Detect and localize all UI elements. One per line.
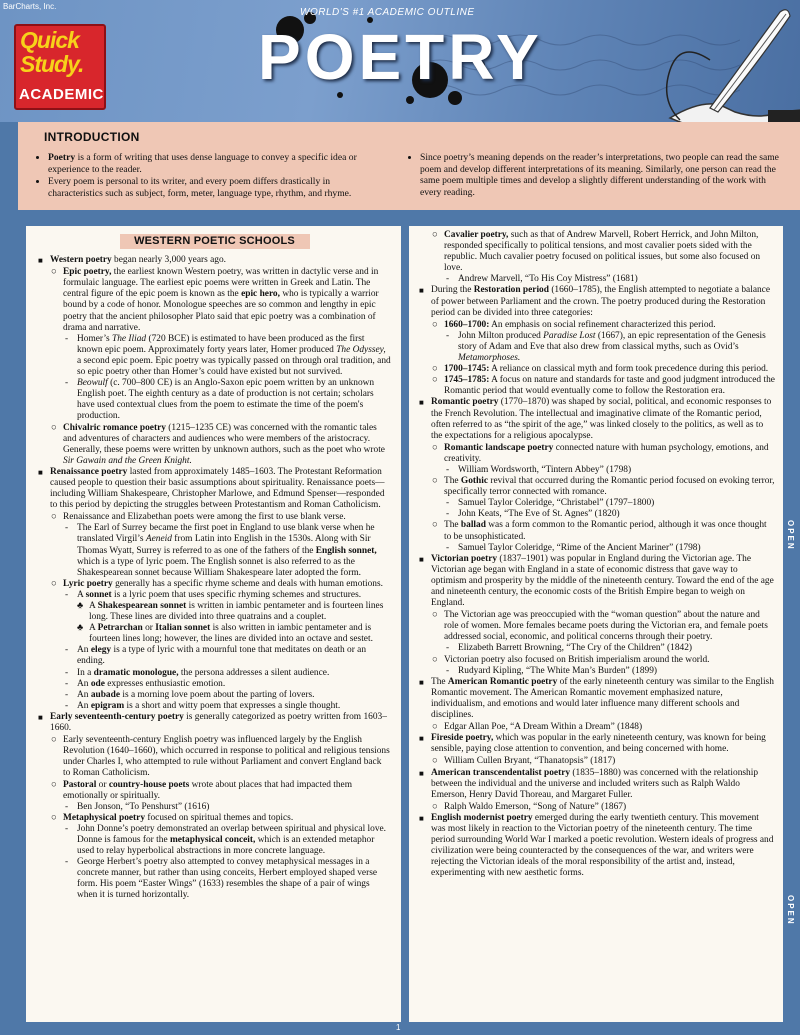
text-run: expresses enthusiastic emotion. (104, 678, 226, 689)
outline-item-level-0 (38, 255, 391, 266)
outline-item-text (444, 375, 775, 397)
text-run: An (77, 678, 91, 689)
outline-item-level-0 (419, 733, 775, 755)
text-run: Renaissance poetry (50, 466, 128, 477)
page-title: POETRY (258, 21, 543, 93)
outline-item-text (89, 623, 391, 645)
outline-item-level-2 (65, 334, 391, 378)
text-run: from Latin into English in the 1530s. Along with Sir Thomas Wyatt, Surrey is referred to as one of the fathers of the (77, 534, 371, 556)
outline-item-level-2 (446, 543, 775, 554)
text-run: Poetry (48, 152, 76, 163)
text-run: The Earl of Surrey became the first poet in England to use blank verse when he translated Virgil’s (77, 523, 375, 545)
text-run: Ben Jonson, “To Penshurst” (1616) (77, 801, 210, 812)
outline-item-text (458, 543, 775, 554)
outline-item-level-1 (432, 476, 775, 498)
text-run: wrote about places that had impacted them emotionally or spiritually. (63, 779, 353, 801)
text-run: Rudyard Kipling, “The White Man’s Burden” (1899) (458, 665, 658, 676)
text-run: Victorian poetry (431, 553, 498, 564)
outline-item-text (77, 857, 391, 901)
outline-item-text (444, 476, 775, 498)
text-run: Andrew Marvell, “To His Coy Mistress” (1681) (458, 274, 638, 285)
text-run: Gothic (460, 476, 489, 487)
text-run: focused on spiritual themes and topics. (145, 812, 294, 823)
text-run: connected nature with human psychology, emotions, and creativity. (444, 442, 769, 464)
outline-item-level-1 (51, 813, 391, 824)
outline-item-level-2 (446, 331, 775, 364)
text-run: Restoration period (473, 285, 549, 296)
outline-item-text (458, 331, 775, 364)
text-run: Beowulf (77, 378, 108, 389)
bullet-marker-icon: ♣ (77, 623, 84, 634)
outline-item-level-2 (65, 701, 391, 712)
text-run: (720 BCE) is estimated to have been produced as the first known epic poem. Approximately forty years later, Homer produced (77, 333, 365, 355)
bullet-marker-icon: ■ (38, 467, 43, 477)
text-run: Edgar Allan Poe, “A Dream Within a Dream” (1848) (444, 722, 643, 733)
outline-item-text (444, 230, 775, 274)
intro-left-column (34, 152, 384, 200)
text-run: began nearly 3,000 years ago. (111, 255, 226, 266)
outline-item-level-0 (419, 554, 775, 609)
text-run: John Milton produced (458, 330, 544, 341)
text-run: metaphysical conceit, (169, 834, 256, 845)
outline-item-level-1 (51, 735, 391, 779)
intro-bullet (420, 152, 782, 198)
text-run: (1835–1880) was concerned with the relationship between the individual and the universe and included writers such as Ralph Waldo Emerson, Henry David Thoreau, and Margaret Fuller. (431, 767, 759, 800)
bullet-marker-icon: ○ (432, 610, 438, 621)
outline-item-text (50, 255, 391, 266)
outline-item-level-1 (432, 364, 775, 375)
outline-item-text (444, 364, 775, 375)
text-run: John Donne’s poetry demonstrated an overlap between spiritual and physical love. Donne is famous for the (77, 823, 387, 845)
text-run: is also written in iambic pentameter and is fourteen lines long; however, the lines are divided into an octave and sestet. (89, 623, 373, 645)
bullet-marker-icon: ○ (432, 654, 438, 665)
text-run: Samuel Taylor Coleridge, “Rime of the Ancient Mariner” (1798) (458, 542, 701, 553)
bullet-marker-icon: ○ (51, 812, 57, 823)
outline-item-text (89, 601, 391, 623)
bullet-marker-icon: ■ (38, 712, 43, 722)
text-run: The (431, 676, 448, 687)
outline-item-level-0 (38, 467, 391, 511)
text-run: who is typically a warrior bound by a code of honor. Monologue speeches are so common and lengthy in epic poetry that the ancient philosopher Plato said that epic poetry was a combination of drama and narrative. (63, 289, 379, 333)
text-run: (c. 700–800 CE) is an Anglo-Saxon epic poem written by an unknown English poet. The eighth century as a date of production is not certain; scholars have used contextual clues from the poem to estimate the time of the poem's production. (77, 378, 375, 422)
outline-item-text (458, 509, 775, 520)
text-run: Petrarchan (97, 623, 143, 634)
bullet-marker-icon: ○ (51, 735, 57, 746)
outline-item-text (77, 590, 391, 601)
outline-item-level-0 (419, 285, 775, 318)
text-run: English sonnet, (315, 545, 377, 556)
header-banner (0, 0, 800, 122)
text-run: Italian sonnet (155, 623, 211, 634)
text-run: a second epic poem. Epic poetry was typically passed on through oral tradition, and so epic poetry other than Homer’s could have existed but not survived. (77, 355, 391, 378)
text-run: The (444, 520, 461, 531)
bullet-marker-icon: ○ (51, 512, 57, 523)
text-run: (1837–1901) was popular in England during the Victorian age. The Victorian age began with England in a state of economic distress that gave way to optimism and prosperity by the middle of the nineteenth century. Toward the end of the age and nineteenth century, the economic costs of the British Empire began to weigh on England. (431, 553, 774, 609)
outline-item-level-1 (432, 520, 775, 542)
bullet-marker-icon: ○ (432, 319, 438, 330)
text-run: The Iliad (111, 333, 147, 344)
text-run: A (89, 601, 98, 611)
outline-item-text (444, 610, 775, 643)
outline-item-text (458, 465, 775, 476)
western-poetic-schools-heading: WESTERN POETIC SCHOOLS (120, 234, 310, 249)
bullet-marker-icon: ♣ (77, 601, 84, 611)
outline-item-level-2 (65, 857, 391, 901)
text-run: Samuel Taylor Coleridge, “Christabel” (1797–1800) (458, 498, 655, 509)
bullet-marker-icon: ■ (419, 554, 424, 564)
bullet-marker-icon: - (65, 801, 69, 812)
text-run: is a morning love poem about the parting of lovers. (120, 689, 315, 700)
bullet-marker-icon: ■ (38, 256, 43, 266)
text-run: 1745–1785: (444, 375, 490, 386)
outline-item-level-1 (51, 780, 391, 802)
outline-item-level-2 (446, 498, 775, 509)
text-run: epigram (90, 700, 125, 711)
text-run: Aeneid (145, 534, 172, 545)
bullet-marker-icon: - (446, 464, 450, 475)
text-run: ode (90, 678, 105, 689)
text-run: is written in iambic pentameter and is fourteen lines long. These lines are divided into three quatrains and a couplet. (89, 601, 384, 623)
text-run: Western poetry (50, 255, 112, 266)
outline-item-text (77, 378, 391, 422)
outline-item-level-2 (446, 509, 775, 520)
bullet-marker-icon: ○ (432, 364, 438, 375)
outline-item-level-0 (419, 397, 775, 441)
outline-item-text (63, 813, 391, 824)
text-run: Romantic poetry (431, 397, 499, 408)
text-run: Early seventeenth-century poetry (50, 711, 184, 722)
text-run: American Romantic poetry (447, 676, 558, 687)
text-run: Shakespearean sonnet (97, 601, 187, 611)
text-run: During the (431, 285, 474, 296)
open-tab-label: OPEN (786, 520, 795, 551)
text-run: Metaphysical poetry (63, 812, 146, 823)
outline-item-level-2 (65, 802, 391, 813)
outline-item-text (444, 802, 775, 813)
text-run: generally has a specific rhyme scheme and deals with human emotions. (112, 578, 383, 589)
bullet-marker-icon: ○ (432, 230, 438, 240)
outline-item-level-1 (432, 722, 775, 733)
outline-item-text (77, 690, 391, 701)
logo-study: Study. (20, 51, 84, 77)
bullet-marker-icon: - (65, 700, 69, 711)
text-run: English modernist poetry (431, 812, 533, 823)
text-run: sonnet (85, 589, 112, 600)
bullet-marker-icon: - (446, 509, 450, 520)
bullet-marker-icon: - (446, 330, 450, 341)
text-run: The (444, 476, 461, 487)
outline-item-text (63, 579, 391, 590)
text-run: The Odyssey, (336, 344, 386, 355)
outline-item-level-2 (446, 666, 775, 677)
outline-item-text (77, 645, 391, 667)
outline-item-text (444, 320, 775, 331)
text-run: is a short and witty poem that expresses a single thought. (124, 700, 341, 711)
quickstudy-logo (14, 24, 106, 110)
outline-item-text (444, 722, 775, 733)
introduction-section (18, 122, 800, 210)
outline-item-level-0 (419, 677, 775, 721)
outline-item-text (444, 756, 775, 767)
bullet-marker-icon: ○ (51, 422, 57, 433)
outline-item-text (431, 285, 775, 318)
text-run: country-house poets (108, 779, 190, 790)
text-run: 1700–1745: (444, 364, 490, 375)
outline-item-text (77, 523, 391, 578)
outline-item-level-1 (432, 230, 775, 274)
text-run: 1660–1700: (444, 319, 490, 330)
page-number: 1 (396, 1023, 401, 1032)
bullet-marker-icon: ○ (432, 476, 438, 487)
outline-item-level-1 (432, 655, 775, 666)
text-run: or (142, 623, 156, 634)
outline-item-level-1 (432, 802, 775, 813)
bullet-marker-icon: ○ (51, 578, 57, 589)
text-run: Homer’s (77, 333, 112, 344)
logo-quick: Quick (20, 27, 79, 53)
outline-item-text (431, 733, 775, 755)
bullet-marker-icon: ■ (419, 768, 424, 778)
intro-right-column (406, 152, 782, 199)
bullet-marker-icon: - (65, 589, 69, 600)
text-run: A (77, 589, 86, 600)
outline-item-level-2 (65, 690, 391, 701)
text-run: (1667), an epic representation of the Genesis story of Adam and Eve that also drew from classical myths, such as Ovid’s (458, 330, 766, 352)
outline-item-text (431, 813, 775, 880)
text-run: A reliance on classical myth and form took precedence during this period. (489, 364, 769, 375)
outline-item-level-0 (419, 768, 775, 801)
bullet-marker-icon: ○ (432, 375, 438, 386)
outline-item-text (63, 780, 391, 802)
text-run: William Wordsworth, “Tintern Abbey” (1798) (458, 464, 632, 475)
tagline: WORLD'S #1 ACADEMIC OUTLINE (300, 7, 475, 18)
text-run: Sir Gawain and the Green Knight. (63, 455, 192, 466)
bullet-marker-icon: ○ (51, 779, 57, 790)
outline-item-level-1 (432, 375, 775, 397)
outline-item-level-3 (77, 601, 391, 623)
text-run: was a form common to the Romantic period, although it was once thought to be unsophisticated. (444, 520, 767, 542)
outline-item-text (431, 768, 775, 801)
text-run: or (96, 779, 109, 790)
text-run: Elizabeth Barrett Browning, “The Cry of the Children” (1842) (458, 643, 693, 654)
text-run: Chivalric romance poetry (63, 422, 166, 433)
outline-item-text (63, 423, 391, 467)
bullet-marker-icon: ■ (419, 734, 424, 744)
outline-item-text (63, 267, 391, 334)
bullet-marker-icon: ○ (432, 756, 438, 767)
bullet-marker-icon: ○ (432, 442, 438, 453)
bullet-marker-icon: ■ (419, 677, 424, 687)
text-run: epic hero, (241, 289, 280, 300)
outline-item-text (77, 668, 391, 679)
text-run: the earliest known Western poetry, was written in dactylic verse and in formulaic language. The earliest epic poems were written in Greek and Latin. The central figure of the epic poem is known as the (63, 267, 379, 300)
text-run: revival that occurred during the Romantic period focused on evoking terror, specifically terror connected with romance. (444, 476, 775, 498)
text-run: Cavalier poetry, (444, 230, 509, 240)
bullet-marker-icon: - (446, 665, 450, 676)
text-run: Epic poetry, (63, 267, 112, 278)
text-run: Early seventeenth-century English poetry was influenced largely by the English Revolution (1640–1660), which occurred in response to political and religious tensions under Charles I, who attempted to rule without Parliament and convert England back to Roman Catholicism. (63, 735, 390, 779)
bullet-marker-icon: - (446, 498, 450, 509)
text-run: Victorian poetry also focused on British imperialism around the world. (444, 654, 710, 665)
text-run: Since poetry’s meaning depends on the reader’s interpretations, two people can read the same poem and develop different interpretations of its meaning. Similarly, one person can read the same poem multiple times and develop a slightly different understanding of the work with every reading. (420, 152, 779, 198)
text-run: elegy (90, 645, 112, 656)
text-run: (1660–1785), the English attempted to negotiate a balance of power between Parliament and the crown. The poetry produced during the Restoration period can be divided into three categories: (431, 285, 770, 318)
text-run: lasted from approximately 1485–1603. The Protestant Reformation caused people to question their basic assumptions about spirituality. Renaissance poets—including William Shakespeare, Christopher Marlowe, and Edmund Spenser—responded to this period by depicting the struggles between Protestantism and Roman Catholicism. (50, 466, 385, 511)
outline-item-level-1 (432, 443, 775, 465)
outline-item-level-1 (51, 579, 391, 590)
outline-item-text (77, 824, 391, 857)
bullet-marker-icon: ○ (432, 801, 438, 812)
text-run: such as that of Andrew Marvell, Robert Herrick, and John Milton, responded specifically to political tensions, and most cavalier poets sided with the republic. Much cavalier poetry focused on political issues, but some also focused on love. (444, 230, 761, 274)
outline-item-level-2 (65, 378, 391, 422)
bullet-marker-icon: - (65, 333, 69, 344)
text-run: The Victorian age was preoccupied with the “woman question” about the nature and role of women. More females became poets during the Victorian era, and female poets addressed social, economic, and political concerns through their poetry. (444, 610, 768, 643)
outline-item-level-2 (65, 679, 391, 690)
western-right-column (409, 226, 783, 1022)
outline-item-level-1 (51, 512, 391, 523)
outline-item-level-2 (446, 465, 775, 476)
text-run: emerged during the early twentieth century. This movement was most likely in reaction to the Victorian poetry of the nineteenth century. The time period surrounding World War I marked a poetic revolution. Western ideals of progress and civilization were being counteracted by the consequences of the war, and writers were rejecting the Victorian ideals of the moral responsibility of the artist and, instead, experimenting with new aesthetic forms. (431, 812, 774, 879)
text-run: An (77, 645, 91, 656)
text-run: An (77, 689, 91, 700)
text-run: Every poem is personal to its writer, and every poem differs drastically in characteristics such as subject, form, meter, language type, rhythm, and rhyme. (48, 176, 352, 199)
text-run: which was popular in the early nineteenth century, was known for being sensible, paying close attention to convention, and being concerned with home. (431, 733, 766, 755)
text-run: John Keats, “The Eve of St. Agnes” (1820) (458, 509, 620, 520)
intro-bullet (48, 176, 384, 199)
outline-item-text (458, 274, 775, 285)
text-run: Metamorphoses. (458, 353, 521, 364)
bullet-marker-icon: ■ (419, 286, 424, 296)
text-run: Fireside poetry, (431, 733, 494, 744)
outline-item-level-1 (51, 423, 391, 467)
text-run: Paradise Lost (543, 330, 596, 341)
outline-item-level-2 (65, 523, 391, 578)
outline-item-level-0 (38, 712, 391, 734)
text-run: Romantic landscape poetry (444, 442, 554, 453)
text-run: An (77, 700, 91, 711)
outline-item-level-1 (432, 610, 775, 643)
bullet-marker-icon: - (65, 857, 69, 868)
outline-item-text (444, 443, 775, 465)
outline-item-level-2 (65, 668, 391, 679)
text-run: dramatic monologue, (93, 667, 179, 678)
outline-item-text (458, 498, 775, 509)
text-run: George Herbert’s poetry also attempted to convey metaphysical messages in a concrete manner, but rather than using conceits, Herbert employed shaped verse form. His poem “Easter Wings” (1633) resembles the shape of a pair of wings when it is turned horizontally. (77, 857, 378, 901)
open-tab-label-bottom: OPEN (786, 895, 795, 926)
outline-item-level-2 (65, 645, 391, 667)
bullet-marker-icon: - (65, 378, 69, 389)
text-run: the persona addresses a silent audience. (178, 667, 330, 678)
bullet-marker-icon: - (65, 689, 69, 700)
outline-item-text (431, 554, 775, 609)
outline-item-text (444, 520, 775, 542)
text-run: A (89, 623, 98, 634)
text-run: aubade (90, 689, 120, 700)
bullet-marker-icon: - (65, 645, 69, 656)
outline-item-text (431, 397, 775, 441)
outline-item-text (77, 802, 391, 813)
bullet-marker-icon: ■ (419, 813, 424, 823)
outline-item-text (458, 666, 775, 677)
text-run: An emphasis on social refinement characterized this period. (489, 319, 716, 330)
text-run: Pastoral (63, 779, 97, 790)
text-run: (1770–1870) was shaped by social, political, and economic responses to the French Revolution. The intellectual and imaginative climate of the Romantic period, often referred to as “the spirit of the age,” was linked closely to the politics, as well as to the expectations for a religious apocalypse. (431, 397, 772, 441)
text-run: which is an extended metaphor used to relay hyperbolical abstractions in more concrete language. (77, 834, 375, 857)
bullet-marker-icon: ○ (432, 520, 438, 531)
quill-hand-icon (640, 0, 800, 122)
text-run: is a lyric poem that uses specific rhyming schemes and structures. (111, 589, 362, 600)
copyright-text: BarCharts, Inc. (3, 2, 57, 11)
outline-item-text (431, 677, 775, 721)
text-run: is generally categorized as poetry written from 1603–1660. (50, 711, 387, 734)
text-run: is a form of writing that uses dense language to convey a specific idea or experience to the reader. (48, 152, 357, 175)
outline-item-level-3 (77, 623, 391, 645)
bullet-marker-icon: - (65, 667, 69, 678)
text-run: (1215–1235 CE) was concerned with the romantic tales and adventures of characters and audiences who were members of the aristocracy. Generally, these poems were written by unknown authors, such as the poet who wrote (63, 422, 385, 455)
outline-item-text (77, 334, 391, 378)
text-run: A focus on nature and standards for taste and good judgment introduced the Romantic period that would eventually come to follow the Restoration era. (444, 375, 775, 397)
text-run: William Cullen Bryant, “Thanatopsis” (1817) (444, 756, 616, 767)
outline-item-text (50, 712, 391, 734)
text-run: ballad (460, 520, 486, 531)
bullet-marker-icon: ■ (419, 398, 424, 408)
bullet-marker-icon: - (446, 643, 450, 654)
outline-item-text (50, 467, 391, 511)
bullet-marker-icon: ○ (432, 722, 438, 733)
text-run: of the early nineteenth century was similar to the English Romantic movement. The American Romantic movement emphasized nature, individualism, and emotions and would later influence many different schools and disciplines. (431, 676, 774, 721)
text-run: is a type of lyric with a mournful tone that meditates on death or an ending. (77, 645, 367, 667)
outline-item-level-1 (432, 756, 775, 767)
outline-item-level-2 (65, 590, 391, 601)
intro-bullet (48, 152, 384, 175)
bullet-marker-icon: - (65, 523, 69, 534)
text-run: Lyric poetry (63, 578, 113, 589)
outline-item-text (77, 679, 391, 690)
introduction-heading: INTRODUCTION (44, 130, 140, 144)
outline-item-text (77, 701, 391, 712)
bullet-marker-icon: - (446, 274, 450, 285)
text-run: which is a type of lyric poem. The English sonnet is also referred to as the Shakespearean sonnet because William Shakespeare later adopted the form. (77, 556, 361, 578)
bullet-marker-icon: - (446, 542, 450, 553)
text-run: In a (77, 667, 94, 678)
text-run: Renaissance and Elizabethan poets were among the first to use blank verse. (63, 512, 346, 523)
western-left-column (26, 226, 401, 1022)
outline-item-text (63, 512, 391, 523)
text-run: American transcendentalist poetry (431, 767, 571, 778)
outline-item-text (444, 655, 775, 666)
bullet-marker-icon: ○ (51, 267, 57, 278)
outline-item-level-1 (432, 320, 775, 331)
logo-academic: ACADEMIC (19, 86, 104, 103)
outline-item-level-2 (65, 824, 391, 857)
text-run: Ralph Waldo Emerson, “Song of Nature” (1867) (444, 801, 627, 812)
outline-item-level-0 (419, 813, 775, 880)
bullet-marker-icon: - (65, 823, 69, 834)
outline-item-level-1 (51, 267, 391, 334)
outline-item-text (458, 643, 775, 654)
outline-item-level-2 (446, 643, 775, 654)
bullet-marker-icon: - (65, 678, 69, 689)
outline-item-level-2 (446, 274, 775, 285)
outline-item-text (63, 735, 391, 779)
